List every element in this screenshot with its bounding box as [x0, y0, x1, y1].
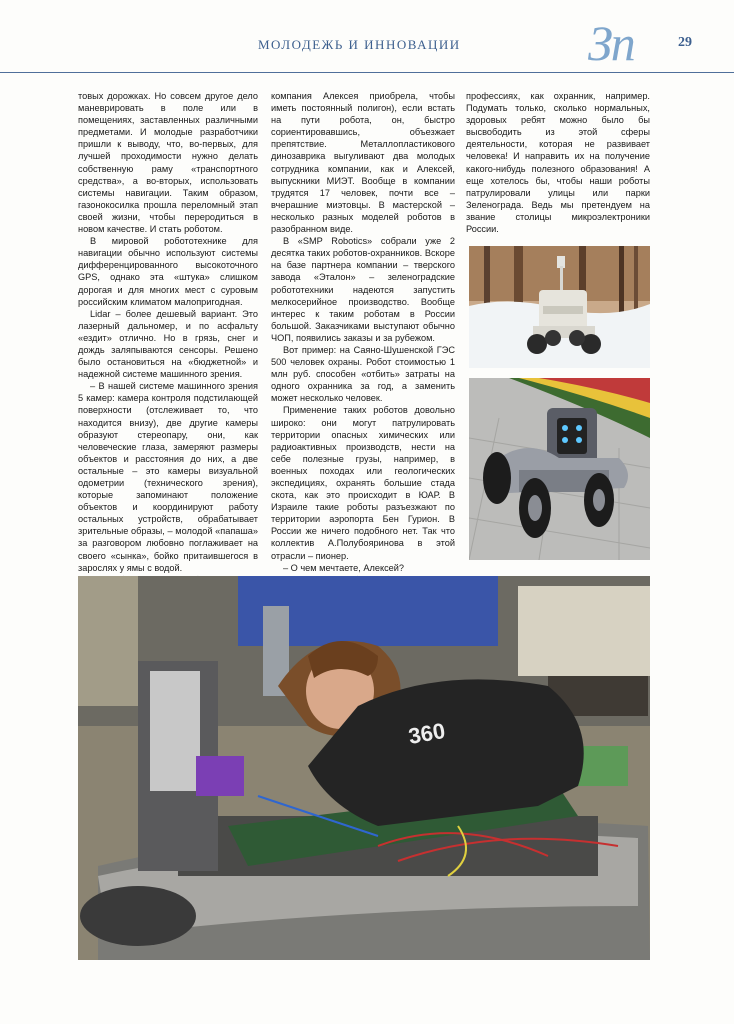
paragraph: В мировой робототехнике для навигации обычно используют системы дифференцированного высокоточного GPS, однако эта «штука» слишком дорогая и для многих мест с суровым российским климатом малопригодная. — [78, 236, 258, 307]
workshop-engineer-photo — [78, 576, 650, 960]
page-header — [0, 0, 734, 80]
paragraph: товых дорожках. Но совсем другое дело маневрировать в поле или в помещениях, заставленных различными предметами. И молодые разработчики пришли к выводу, что, во-первых, для лучшей проходимости нужно делать собственную раму «транспортного средства», а во-вторых, использовать системы навигации. Таким образом, газонокосилка прошла переломный этап своей жизни, чтобы переродиться в новом качестве. И стать роботом. — [78, 91, 258, 235]
paragraph: профессиях, как охранник, например. Подумать только, сколько нормальных, здоровых ребят можно было бы высвободить из этой сферы деятельности, которая не развивает человека! И направить их на получение какого-нибудь полезного образования! А еще хотелось бы, чтобы наши роботы патрулировали улицы или парки Зеленограда. Ведь мы претендуем на звание столицы микроэлектроники России. — [466, 91, 650, 235]
paragraph: Lidar – более дешевый вариант. Это лазерный дальномер, и по асфальту «ездит» отлично. Но в грязь, снег и дождь заляпываются сенсоры. Решено было остановиться на «бюджетной» и надежной системе машинного зрения. — [78, 308, 258, 380]
paragraph: В «SMP Robotics» собрали уже 2 десятка таких роботов-охранников. Вскоре на базе партнера компании – тверского завода «Эталон» – зеленоградские робототехники надеются запустить мелкосерийное производство. Вообще интерес к таким роботам в России большой. Заказчиками выступают обычно ЧОП, появились заказы и за рубежом. — [271, 236, 455, 343]
shirt-print: 360 — [406, 717, 448, 749]
snow-robot-photo — [469, 246, 650, 368]
section-title: МОЛОДЕЖЬ И ИННОВАЦИИ — [258, 37, 461, 52]
magazine-logo: Зп — [588, 15, 634, 71]
article-column-1 — [78, 90, 258, 598]
paragraph: Применение таких роботов довольно широко: они могут патрулировать территории опасных химических или радиоактивных производств, нести на себе полезные грузы, например, в военных походах или геологических экспедициях, охранять большие стада скота, как это происходит в ЮАР. В Израиле такие роботы разъезжают по территории аэропорта Бен Гурион. В России же ничего подобного нет. Так что коллектив А.Полубояринова в этой отрасли – пионер. — [271, 405, 455, 561]
paragraph: компания Алексея приобрела, чтобы иметь постоянный полигон), если встать на пути робота, он, быстро сориентировавшись, объезжает препятствие. Металлопластикового динозаврика выгуливают два молодых сотрудника компании, как и Алексей, выпускники МИЭТ. Вообще в компании трудятся 17 человек, почти все – вчерашние миэтовцы. В мастерской – несколько разных моделей роботов в разобранном виде. — [271, 91, 455, 235]
page-number: 29 — [678, 35, 692, 50]
paved-robot-photo — [469, 378, 650, 560]
paragraph: – В нашей системе машинного зрения 5 камер: камера контроля подстилающей поверхности (отслеживает то, что находится внизу), две другие камеры образуют стереопару, они, как человеческие глаза, замеряют размеры объектов и расстояния до них, а две остальные – это камеры визуальной одометрии (технического зрения), которые запоминают положение объектов и координируют работу остальных устройств, обрабатывает зрительные образы, – молодой «папаша» за разговором любовно поглаживает на своего «сынка», бойко притаившегося в зарослях у ямы с водой. — [78, 381, 258, 573]
article-column-2 — [271, 90, 455, 610]
paragraph: Вот пример: на Саяно-Шушенской ГЭС 500 человек охраны. Робот стоимостью 1 млн руб. способен «отбить» затраты на одного охранника за год, а заменить может несколько человек. — [271, 344, 455, 404]
paragraph: – О чем мечтаете, Алексей? — [283, 562, 405, 573]
header-rule — [0, 72, 734, 73]
article-column-3 — [466, 90, 650, 257]
